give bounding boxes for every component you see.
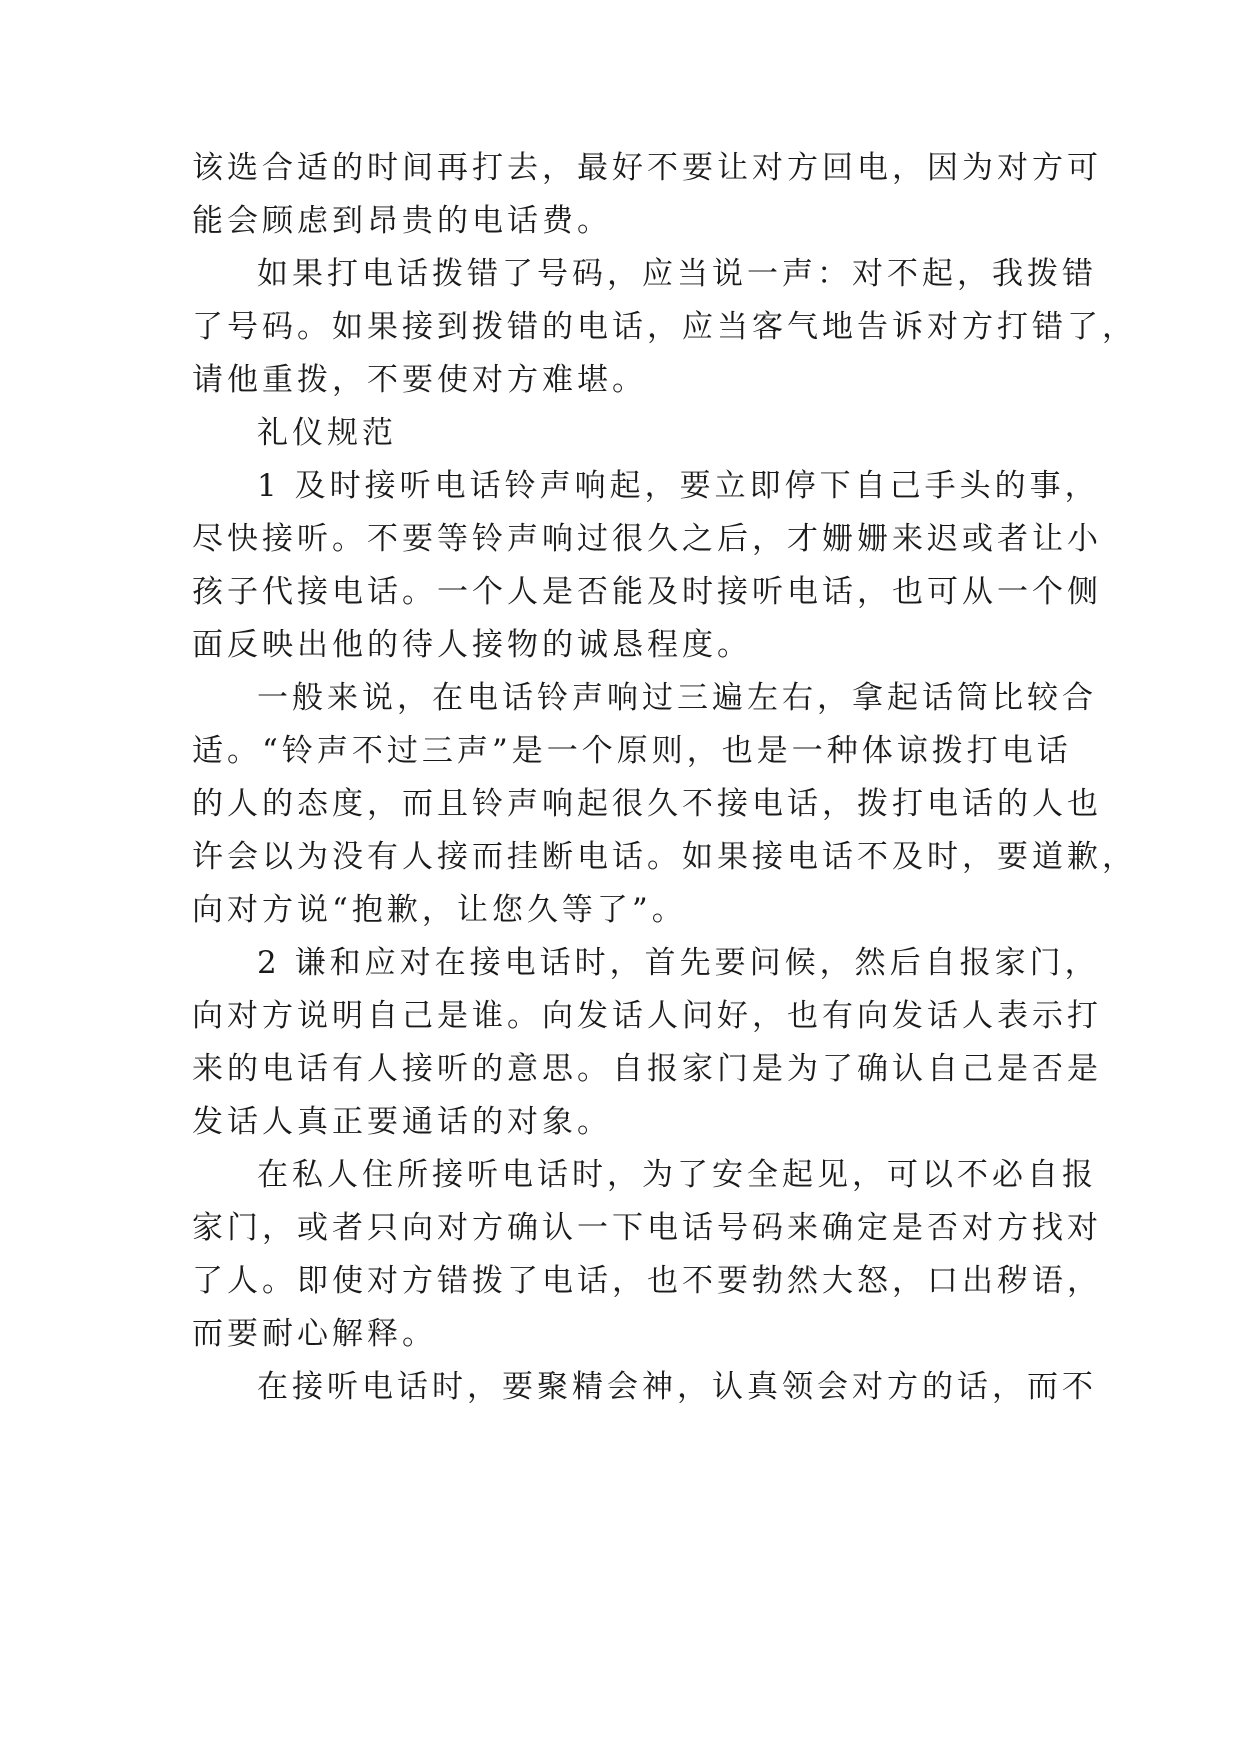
text-line: 面反映出他的待人接物的诚恳程度。 <box>192 627 752 663</box>
paragraph-start-line: 1 及时接听电话铃声响起，要立即停下自己手头的事， <box>257 468 1100 504</box>
text-line: 家门，或者只向对方确认一下电话号码来确定是否对方找对 <box>192 1210 1102 1246</box>
paragraph-start-line: 在接听电话时，要聚精会神，认真领会对方的话，而不 <box>257 1369 1097 1405</box>
text-line: 能会顾虑到昂贵的电话费。 <box>192 203 612 239</box>
section-heading: 礼仪规范 <box>257 415 397 451</box>
paragraph-start-line: 在私人住所接听电话时，为了安全起见，可以不必自报 <box>257 1157 1097 1193</box>
text-line: 了人。即使对方错拨了电话，也不要勃然大怒，口出秽语， <box>192 1263 1102 1299</box>
text-line: 许会以为没有人接而挂断电话。如果接电话不及时，要道歉， <box>192 839 1137 875</box>
text-line: 向对方说“抱歉，让您久等了”。 <box>192 892 687 928</box>
text-line: 的人的态度，而且铃声响起很久不接电话，拨打电话的人也 <box>192 786 1102 822</box>
text-line: 了号码。如果接到拨错的电话，应当客气地告诉对方打错了， <box>192 309 1137 345</box>
paragraph-start-line: 一般来说，在电话铃声响过三遍左右，拿起话筒比较合 <box>257 680 1097 716</box>
text-line: 向对方说明自己是谁。向发话人问好，也有向发话人表示打 <box>192 998 1102 1034</box>
text-line: 来的电话有人接听的意思。自报家门是为了确认自己是否是 <box>192 1051 1102 1087</box>
text-line: 适。“铃声不过三声”是一个原则，也是一种体谅拨打电话 <box>192 733 1072 769</box>
text-line: 而要耐心解释。 <box>192 1316 437 1352</box>
text-line: 请他重拨，不要使对方难堪。 <box>192 362 647 398</box>
text-line: 孩子代接电话。一个人是否能及时接听电话，也可从一个侧 <box>192 574 1102 610</box>
text-line: 该选合适的时间再打去，最好不要让对方回电，因为对方可 <box>192 150 1102 186</box>
paragraph-start-line: 2 谦和应对在接电话时，首先要问候，然后自报家门， <box>257 945 1100 981</box>
text-line: 尽快接听。不要等铃声响过很久之后，才姗姗来迟或者让小 <box>192 521 1102 557</box>
text-line: 发话人真正要通话的对象。 <box>192 1104 612 1140</box>
paragraph-start-line: 如果打电话拨错了号码，应当说一声：对不起，我拨错 <box>257 256 1097 292</box>
